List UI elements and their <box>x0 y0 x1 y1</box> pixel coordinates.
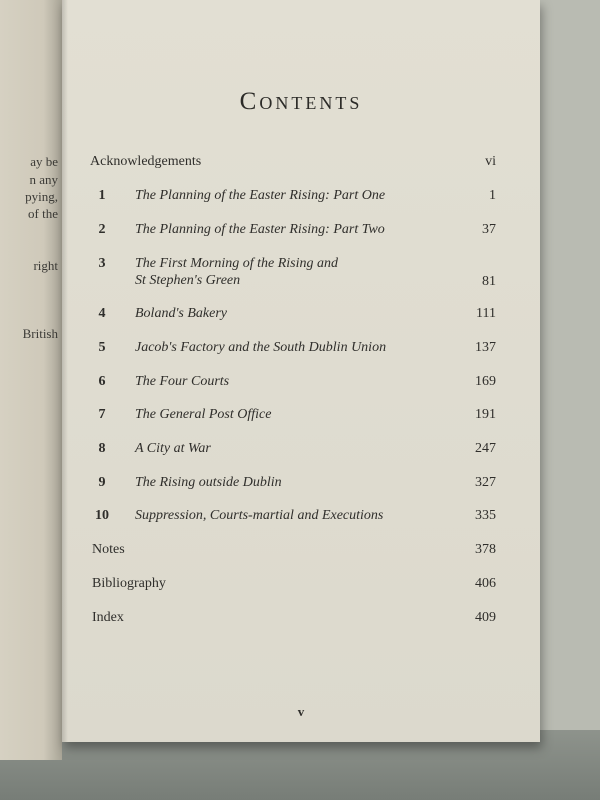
toc-entry-page: 327 <box>475 475 496 490</box>
toc-entry-page: 335 <box>475 508 496 523</box>
toc-entry-title: Bibliography <box>92 576 166 591</box>
toc-entry-title: The Four Courts <box>135 374 230 389</box>
toc-entry-number: 9 <box>98 475 106 490</box>
left-page-text: of the <box>28 206 58 221</box>
toc-entry-title-continued: St Stephen's Green <box>135 273 241 288</box>
toc-entry-number: 3 <box>98 256 106 271</box>
toc-entry-number: 2 <box>98 222 106 237</box>
toc-entry-title: Notes <box>92 542 125 557</box>
toc-entry-page: 137 <box>475 340 496 355</box>
toc-entry-number: 6 <box>98 374 106 389</box>
toc-entry-number: 10 <box>95 508 109 523</box>
toc-entry-title: The First Morning of the Rising and <box>135 256 338 271</box>
toc-entry-page: 378 <box>475 542 496 557</box>
toc-entry <box>90 255 496 291</box>
toc-entry-title: Jacob's Factory and the South Dublin Union <box>135 340 387 355</box>
toc-entry-number: 5 <box>98 340 106 355</box>
toc-entry-page: 406 <box>475 576 496 591</box>
toc-entry-title: Suppression, Courts-martial and Executions <box>135 508 384 523</box>
left-page-text: ay be <box>30 154 58 169</box>
toc-entry-title: The Planning of the Easter Rising: Part One <box>135 188 386 203</box>
toc-entry-title: Acknowledgements <box>90 154 202 169</box>
toc-entry-title: Boland's Bakery <box>135 306 228 321</box>
toc-entry-page: 81 <box>482 274 496 289</box>
toc-entry-title: The Planning of the Easter Rising: Part Two <box>135 222 385 237</box>
toc-entry-page: 247 <box>475 441 496 456</box>
toc-entry-number: 4 <box>98 306 106 321</box>
toc-entry-page: 37 <box>482 222 496 237</box>
toc-entry-title: A City at War <box>135 441 211 456</box>
toc-entry-number: 1 <box>98 188 106 203</box>
toc-entry-title: Index <box>92 610 124 625</box>
book-page <box>62 0 540 742</box>
toc-entry-page: 111 <box>476 306 496 321</box>
toc-entry-page: 191 <box>475 407 496 422</box>
toc-entry-number: 8 <box>98 441 106 456</box>
page-title: Contents <box>239 88 363 115</box>
left-page-text: n any <box>29 172 58 187</box>
toc-entry-page: 169 <box>475 374 496 389</box>
toc-entry-title: The Rising outside Dublin <box>135 475 282 490</box>
toc-entry-page: 1 <box>489 188 496 203</box>
toc-entry-page: vi <box>485 154 496 169</box>
toc-entry-page: 409 <box>475 610 496 625</box>
page-number: v <box>297 704 305 719</box>
left-page-text: pying, <box>25 189 58 204</box>
toc-entry-title: The General Post Office <box>135 407 272 422</box>
left-page-text: British <box>22 326 58 341</box>
toc-entry-number: 7 <box>98 407 106 422</box>
left-page <box>0 0 62 760</box>
left-page-text: right <box>33 258 58 273</box>
